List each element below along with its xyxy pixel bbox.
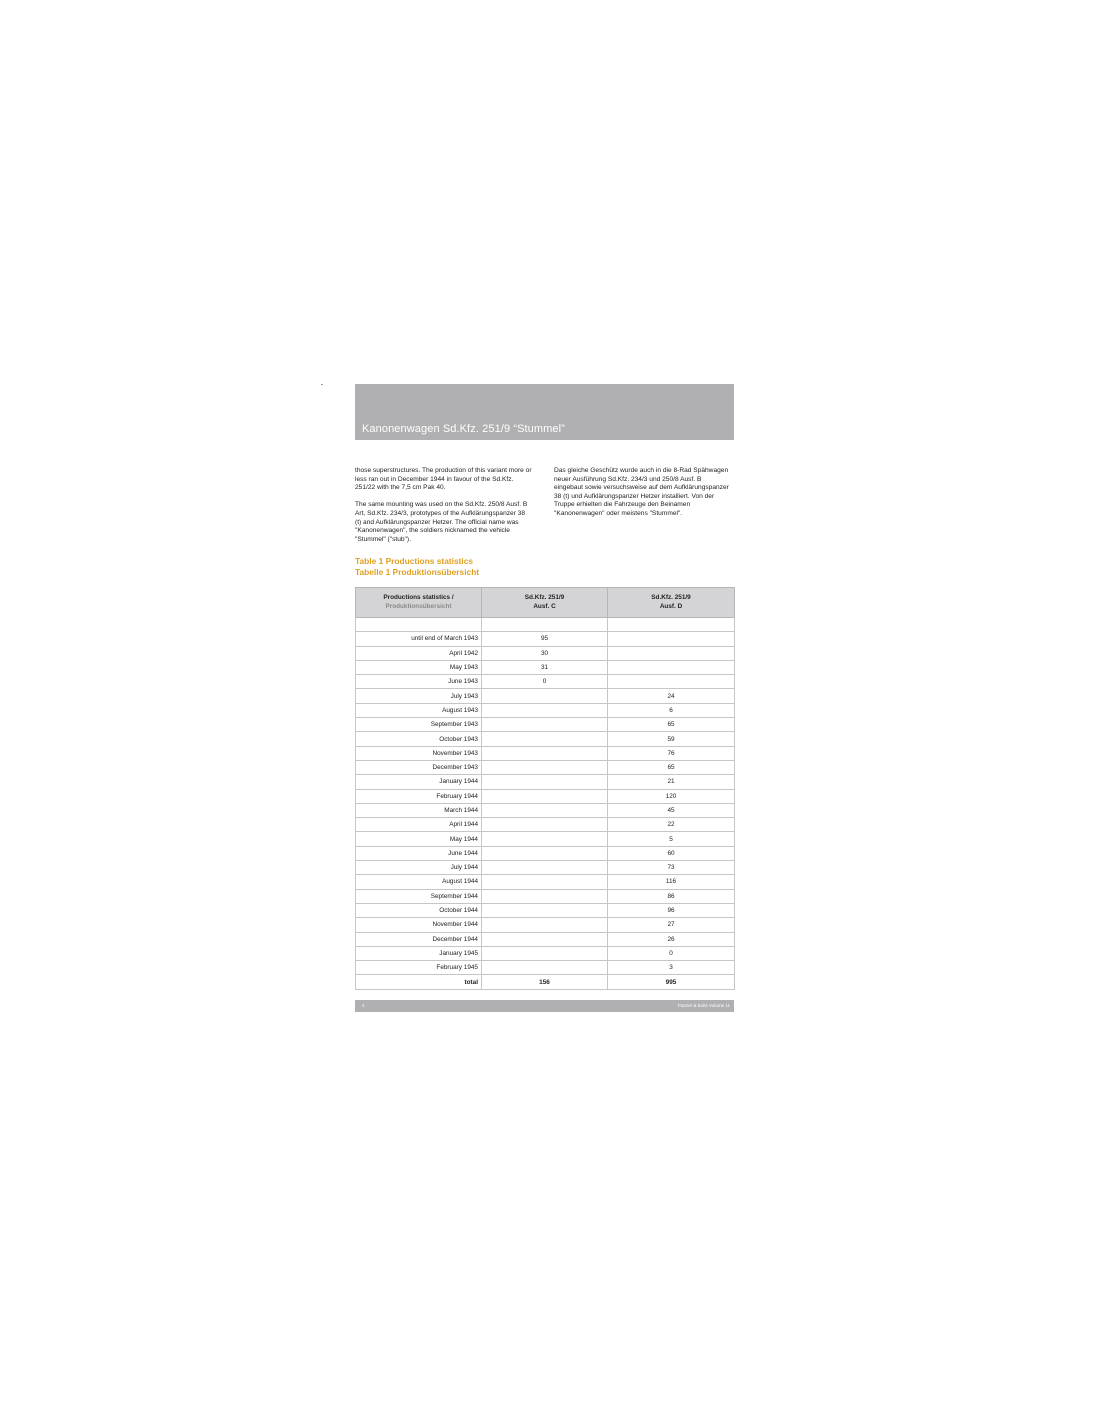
document-page (355, 384, 734, 1014)
table-caption (355, 556, 479, 578)
table-row: April 1942 30 (356, 646, 735, 660)
table-row: May 1943 31 (356, 660, 735, 674)
table-row: April 1944 22 (356, 818, 735, 832)
table-row: December 1943 65 (356, 760, 735, 774)
table-row: January 1944 21 (356, 775, 735, 789)
table-spacer (356, 618, 735, 632)
table-row: August 1943 6 (356, 703, 735, 717)
table-row: September 1944 86 (356, 889, 735, 903)
header-bar (355, 384, 734, 440)
table-row: July 1943 24 (356, 689, 735, 703)
german-text-column (554, 467, 731, 527)
table-row: June 1943 0 (356, 675, 735, 689)
table-total-row: total 156 995 (356, 975, 735, 989)
table-row: July 1944 73 (356, 861, 735, 875)
table-row: June 1944 60 (356, 846, 735, 860)
table-caption-de: Tabelle 1 Produktionsübersicht (355, 567, 480, 577)
header-ausf-d: Sd.Kfz. 251/9 Ausf. D (608, 588, 735, 618)
paragraph: The same mounting was used on the Sd.Kfz. 250/8 Ausf. B Art, Sd.Kfz. 234/3, prototypes of the Aufklärungspanzer 38 (t) and Aufklärungspanzer Hetzer. The official name was "Kanonenwagen", the soldiers nicknamed the vehicle "Stummel" ("stub"). (355, 501, 528, 543)
table-row: May 1944 5 (356, 832, 735, 846)
paragraph: Das gleiche Geschütz wurde auch in die 8-Rad Spähwagen neuer Ausführung Sd.Kfz. 234/3 und 250/8 Ausf. B eingebaut sowie versuchsweise auf dem Aufklärungspanzer 38 (t) und Aufklärungspanzer Hetzer installiert. Von der Truppe erhielten die Fahrzeuge den Beinamen "Kanonenwagen" oder meistens "Stummel". (554, 467, 729, 517)
table-row: March 1944 45 (356, 803, 735, 817)
table-row: February 1945 3 (356, 961, 735, 975)
scan-speck (321, 384, 323, 385)
production-table (355, 587, 735, 990)
publication-name: Panzer & Bolts Volume 11 (678, 1003, 730, 1008)
page-title: Kanonenwagen Sd.Kfz. 251/9 “Stummel” (362, 423, 565, 435)
table-row: September 1943 65 (356, 718, 735, 732)
english-text-column (355, 467, 532, 553)
table-row: August 1944 116 (356, 875, 735, 889)
table-row: until end of March 1943 95 (356, 632, 735, 646)
table-row: February 1944 120 (356, 789, 735, 803)
table-row: November 1944 27 (356, 918, 735, 932)
header-ausf-c: Sd.Kfz. 251/9 Ausf. C (482, 588, 608, 618)
table-row: December 1944 26 (356, 932, 735, 946)
table-row: November 1943 76 (356, 746, 735, 760)
table-caption-en: Table 1 Productions statistics (355, 556, 474, 566)
header-period: Productions statistics / Produktionsübersicht (356, 588, 482, 618)
table-header-row (356, 588, 735, 618)
table-row: October 1944 96 (356, 903, 735, 917)
paragraph: those superstructures. The production of this variant more or less ran out in December 1944 in favour of the Sd.Kfz. 251/22 with the 7,5 cm Pak 40. (355, 467, 532, 492)
footer-bar (355, 1000, 734, 1012)
table-row: January 1945 0 (356, 946, 735, 960)
table-row: October 1943 59 (356, 732, 735, 746)
page-number: 4 (362, 1003, 365, 1008)
